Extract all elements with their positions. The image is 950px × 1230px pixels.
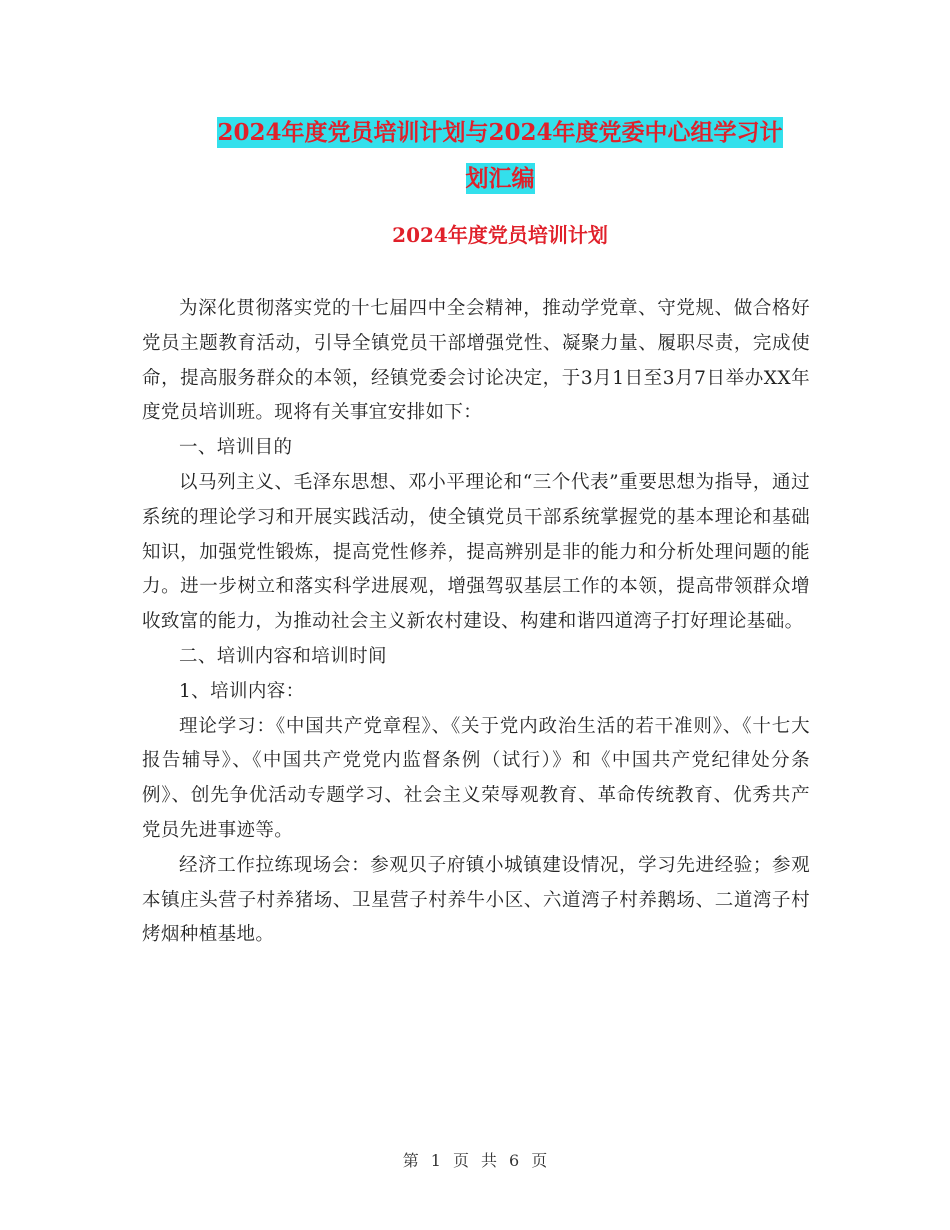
heading-training-purpose: 一、培训目的	[179, 437, 293, 459]
footer-label-ye: 页	[452, 1151, 469, 1170]
document-title-line-1: 2024年度党员培训计划与2024年度党委中心组学习计	[217, 119, 783, 146]
field-meeting-paragraph: 经济工作拉练现场会：参观贝子府镇小城镇建设情况，学习先进经验；参观本镇庄头营子村养猪场、卫星营子村养牛小区、六道湾子村养鹅场、二道湾子村烤烟种植基地。	[142, 854, 810, 946]
footer-current-page: 1	[430, 1151, 441, 1170]
purpose-paragraph: 以马列主义、毛泽东思想、邓小平理论和“三个代表”重要思想为指导，通过系统的理论学习和开展实践活动，使全镇党员干部系统掌握党的基本理论和基础知识，加强党性锻炼，提高党性修养，提高辨别是非的能力和分析处理问题的能力。进一步树立和落实科学进展观，增强驾驭基层工作的本领，提高带领群众增收致富的能力，为推动社会主义新农村建设、构建和谐四道湾子打好理论基础。	[142, 471, 810, 633]
document-title-line-2: 划汇编	[465, 165, 535, 192]
document-body	[142, 292, 810, 953]
heading-training-content-time: 二、培训内容和培训时间	[179, 645, 387, 667]
heading-training-content: 1、培训内容：	[179, 680, 305, 702]
document-title	[140, 110, 860, 202]
footer-total-pages: 6	[509, 1151, 520, 1170]
intro-paragraph: 为深化贯彻落实党的十七届四中全会精神，推动学党章、守党规、做合格好党员主题教育活动，引导全镇党员干部增强党性、凝聚力量、履职尽责，完成使命，提高服务群众的本领，经镇党委会讨论决定，于3月1日至3月7日举办XX年度党员培训班。现将有关事宜安排如下：	[142, 298, 810, 424]
page-footer	[0, 1148, 950, 1171]
footer-label-total: 共	[481, 1151, 498, 1170]
theory-study-paragraph: 理论学习：《中国共产党章程》、《关于党内政治生活的若干准则》、《十七大报告辅导》、《中国共产党党内监督条例（试行）》和《中国共产党纪律处分条例》、创先争优活动专题学习、社会主义荣辱观教育、革命传统教育、优秀共产党员先进事迹等。	[142, 715, 810, 841]
footer-label-ye-end: 页	[531, 1151, 548, 1170]
footer-label-page: 第	[402, 1151, 419, 1170]
section-title: 2024年度党员培训计划	[392, 223, 608, 247]
